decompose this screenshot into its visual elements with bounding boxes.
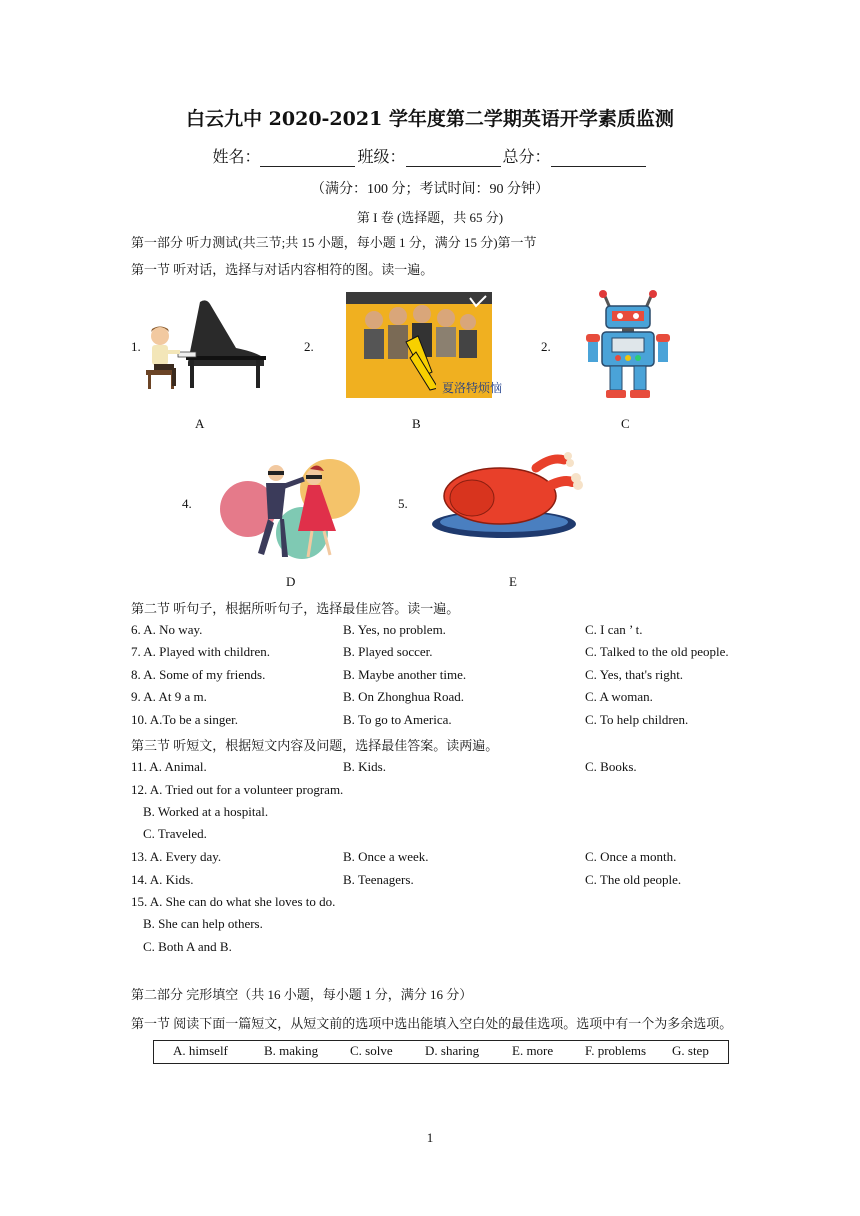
part1-section1-instructions: 第一节 听对话，选择与对话内容相符的图。读一遍。	[131, 262, 434, 277]
q12-option-b: B. Worked at a hospital.	[143, 804, 269, 819]
q6-option-c: C. I can ’ t.	[585, 622, 643, 637]
q15-option-b: B. She can help others.	[143, 916, 263, 931]
picture-letter-c: C	[621, 416, 630, 431]
picture-number-3: 2.	[541, 339, 551, 354]
q14-option-b: B. Teenagers.	[343, 872, 414, 887]
student-info-line	[0, 144, 860, 167]
q15-option-c: C. Both A and B.	[143, 939, 232, 954]
picture-letter-d: D	[286, 574, 296, 589]
roast-turkey-image	[432, 450, 582, 540]
q6-option-b: B. Yes, no problem.	[343, 622, 446, 637]
picture-letter-a: A	[195, 416, 205, 431]
part1-section3-instructions: 第三节 听短文，根据短文内容及问题，选择最佳答案。读两遍。	[131, 738, 499, 753]
piano-player-image	[138, 296, 268, 392]
q12-option-a: 12. A. Tried out for a volunteer program.	[131, 782, 344, 797]
q10-option-b: B. To go to America.	[343, 712, 452, 727]
page-number: 1	[426, 1130, 434, 1145]
volume-heading: 第 I 卷 (选择题，共 65 分)	[356, 210, 504, 225]
word-option-c: C. solve	[350, 1043, 393, 1058]
q13-option-b: B. Once a week.	[343, 849, 429, 864]
q7-option-a: 7. A. Played with children.	[131, 644, 271, 659]
word-bank-box	[153, 1040, 729, 1064]
q8-option-a: 8. A. Some of my friends.	[131, 667, 266, 682]
picture-number-4: 4.	[182, 496, 192, 511]
word-option-e: E. more	[512, 1043, 554, 1058]
q7-option-b: B. Played soccer.	[343, 644, 433, 659]
movie-poster-image	[346, 292, 503, 398]
part2-section1-instructions: 第一节 阅读下面一篇短文，从短文前的选项中选出能填入空白处的最佳选项。选项中有一个为多余选项。	[131, 1016, 733, 1031]
q13-option-a: 13. A. Every day.	[131, 849, 222, 864]
q10-option-c: C. To help children.	[585, 712, 689, 727]
class-label: 班级：	[357, 147, 406, 166]
q13-option-c: C. Once a month.	[585, 849, 677, 864]
word-option-f: F. problems	[585, 1043, 647, 1058]
q11-option-c: C. Books.	[585, 759, 637, 774]
word-option-d: D. sharing	[425, 1043, 480, 1058]
robot-image	[582, 290, 674, 402]
picture-letter-b: B	[412, 416, 421, 431]
total-blank	[551, 152, 646, 167]
total-label: 总分：	[502, 147, 551, 166]
q15-option-a: 15. A. She can do what she loves to do.	[131, 894, 336, 909]
picture-letter-e: E	[509, 574, 517, 589]
q7-option-c: C. Talked to the old people.	[585, 644, 729, 659]
poster-title-text: 夏洛特烦恼	[442, 381, 503, 395]
part2-title: 第二部分 完形填空（共 16 小题，每小题 1 分，满分 16 分）	[131, 987, 473, 1002]
class-blank	[406, 152, 501, 167]
q9-option-b: B. On Zhonghua Road.	[343, 689, 464, 704]
name-label: 姓名：	[212, 147, 261, 166]
exam-meta: （满分：100 分；考试时间：90 分钟）	[311, 182, 549, 197]
q8-option-b: B. Maybe another time.	[343, 667, 467, 682]
q6-option-a: 6. A. No way.	[131, 622, 203, 637]
q9-option-c: C. A woman.	[585, 689, 653, 704]
q9-option-a: 9. A. At 9 a m.	[131, 689, 207, 704]
picture-number-1: 1.	[131, 339, 141, 354]
picture-number-2: 2.	[304, 339, 314, 354]
q14-option-c: C. The old people.	[585, 872, 682, 887]
word-option-g: G. step	[672, 1043, 709, 1058]
word-option-b: B. making	[264, 1043, 319, 1058]
q11-option-a: 11. A. Animal.	[131, 759, 207, 774]
word-option-a: A. himself	[173, 1043, 228, 1058]
q11-option-b: B. Kids.	[343, 759, 386, 774]
dancing-couple-image	[218, 457, 364, 565]
part1-title: 第一部分 听力测试(共三节;共 15 小题，每小题 1 分，满分 15 分)第一节	[131, 235, 537, 250]
q14-option-a: 14. A. Kids.	[131, 872, 194, 887]
q8-option-c: C. Yes, that's right.	[585, 667, 684, 682]
picture-number-5: 5.	[398, 496, 408, 511]
part1-section2-instructions: 第二节 听句子，根据所听句子，选择最佳应答。读一遍。	[131, 601, 460, 616]
exam-title: 白云九中 2020-2021 学年度第二学期英语开学素质监测	[186, 108, 674, 130]
q12-option-c: C. Traveled.	[143, 826, 207, 841]
q10-option-a: 10. A.To be a singer.	[131, 712, 239, 727]
name-blank	[260, 152, 355, 167]
